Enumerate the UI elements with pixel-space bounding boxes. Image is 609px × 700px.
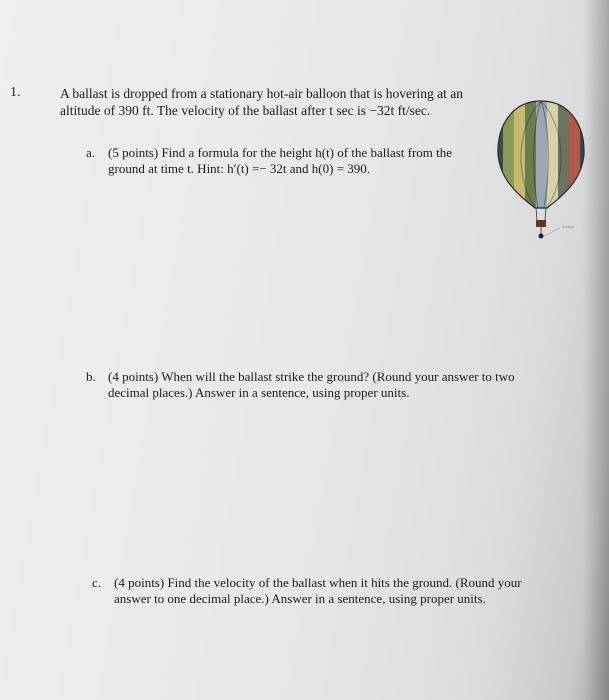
question-number: 1.: [10, 85, 21, 100]
part-c-text: (4 points) Find the velocity of the ballast when it hits the ground. (Round your answer to one decimal place.) Answer in a sentence, using proper units.: [114, 575, 522, 606]
part-c-label: c.: [92, 575, 102, 590]
question-text: A ballast is dropped from a stationary hot-air balloon that is hovering at an altitude of 390 ft. The velocity of the ballast after t sec is −32t ft/sec.: [60, 86, 464, 118]
part-a: [86, 145, 481, 177]
part-b-text: (4 points) When will the ballast strike the ground? (Round your answer to two decimal places.) Answer in a sentence, using proper units.: [108, 369, 515, 400]
part-a-text: (5 points) Find a formula for the height h(t) of the ballast from the ground at time t. Hint: h′(t) =− 32t and h(0) = 390.: [108, 145, 453, 176]
part-a-label: a.: [86, 145, 96, 160]
ballast-label: Ballast: [562, 224, 575, 229]
hot-air-balloon-icon: [492, 96, 609, 246]
part-b-label: b.: [86, 369, 96, 384]
ballast-weight: [539, 234, 544, 239]
balloon-envelope: [492, 96, 591, 216]
part-b: [86, 369, 556, 401]
part-c: [92, 575, 542, 607]
balloon-basket: [536, 220, 546, 227]
